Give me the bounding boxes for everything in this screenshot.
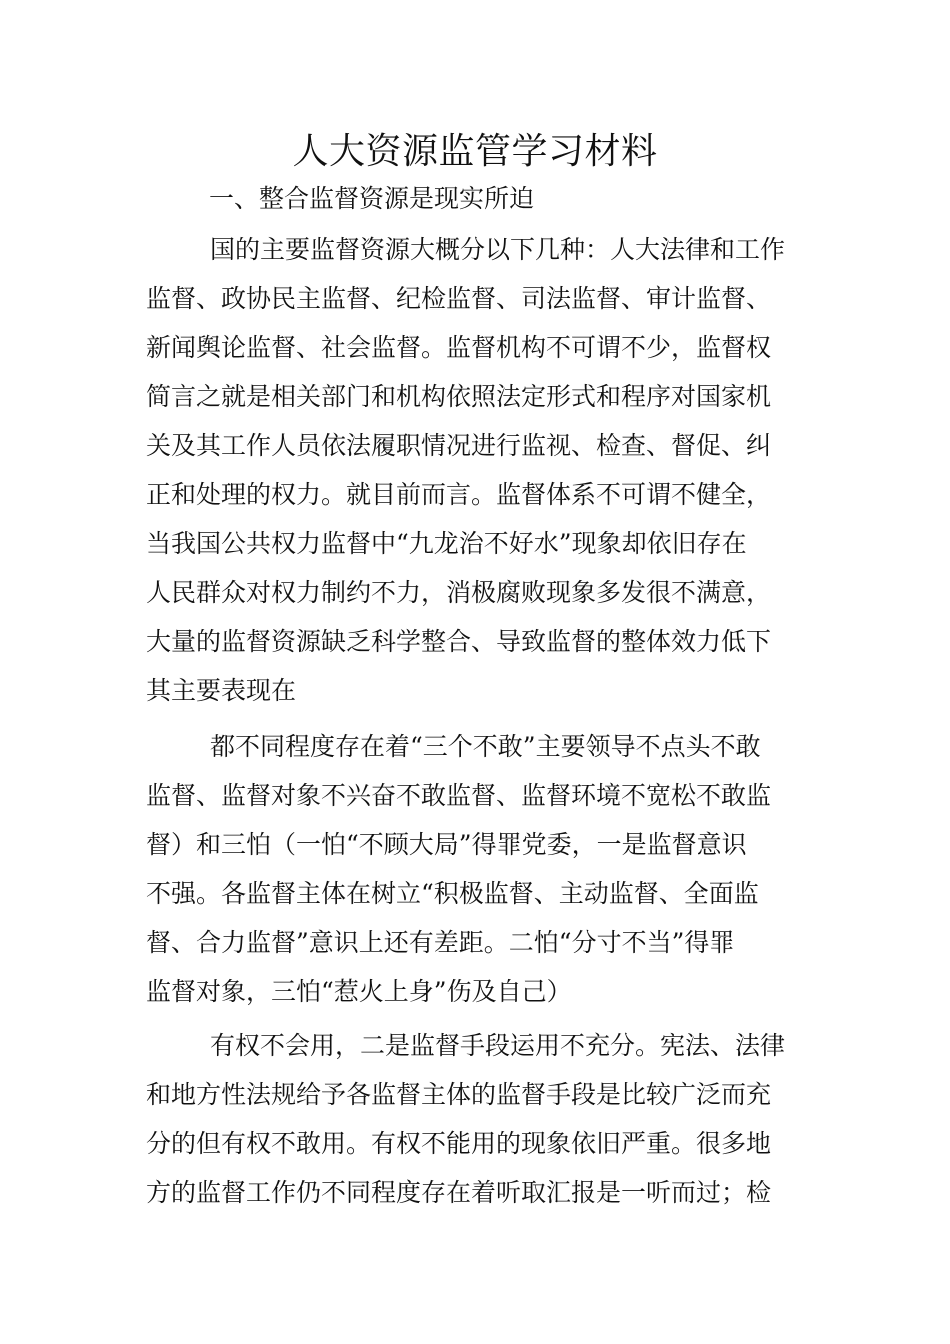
paragraph-line: 监督、监督对象不兴奋不敢监督、监督环境不宽松不敢监	[146, 781, 772, 810]
paragraph-line: 新闻舆论监督、社会监督。监督机构不可谓不少，监督权	[146, 333, 772, 362]
paragraph-line: 大量的监督资源缺乏科学整合、导致监督的整体效力低下	[146, 627, 772, 656]
paragraph-line: 关及其工作人员依法履职情况进行监视、检查、督促、纠	[146, 431, 772, 460]
paragraph-3	[146, 1021, 806, 1217]
paragraph-line: 其主要表现在	[146, 676, 297, 705]
document-title: 人大资源监管学习材料	[292, 131, 658, 172]
paragraph-line: 方的监督工作仍不同程度存在着听取汇报是一听而过；检	[146, 1178, 772, 1207]
paragraph-line: 简言之就是相关部门和机构依照法定形式和程序对国家机	[146, 382, 772, 411]
paragraph-line: 督）和三怕（一怕“不顾大局”得罪党委，一是监督意识	[146, 830, 747, 859]
paragraph-2	[146, 722, 806, 1016]
paragraph-line: 有权不会用，二是监督手段运用不充分。宪法、法律	[210, 1031, 786, 1060]
paragraph-line: 督、合力监督”意识上还有差距。二怕“分寸不当”得罪	[146, 928, 735, 957]
paragraph-line: 不强。各监督主体在树立“积极监督、主动监督、全面监	[146, 879, 759, 908]
paragraph-line: 都不同程度存在着“三个不敢”主要领导不点头不敢	[210, 732, 761, 761]
paragraph-line: 国的主要监督资源大概分以下几种：人大法律和工作	[210, 235, 786, 264]
paragraph-line: 正和处理的权力。就目前而言。监督体系不可谓不健全，	[146, 480, 772, 509]
paragraph-line: 分的但有权不敢用。有权不能用的现象依旧严重。很多地	[146, 1129, 772, 1158]
paragraph-line: 当我国公共权力监督中“九龙治不好水”现象却依旧存在	[146, 529, 747, 558]
paragraph-line: 人民群众对权力制约不力，消极腐败现象多发很不满意，	[146, 578, 772, 607]
paragraph-1	[146, 225, 806, 715]
paragraph-line: 监督对象，三怕“惹火上身”伤及自己）	[146, 977, 572, 1006]
section-heading: 一、整合监督资源是现实所迫	[209, 184, 535, 213]
paragraph-line: 和地方性法规给予各监督主体的监督手段是比较广泛而充	[146, 1080, 772, 1109]
paragraph-line: 监督、政协民主监督、纪检监督、司法监督、审计监督、	[146, 284, 772, 313]
